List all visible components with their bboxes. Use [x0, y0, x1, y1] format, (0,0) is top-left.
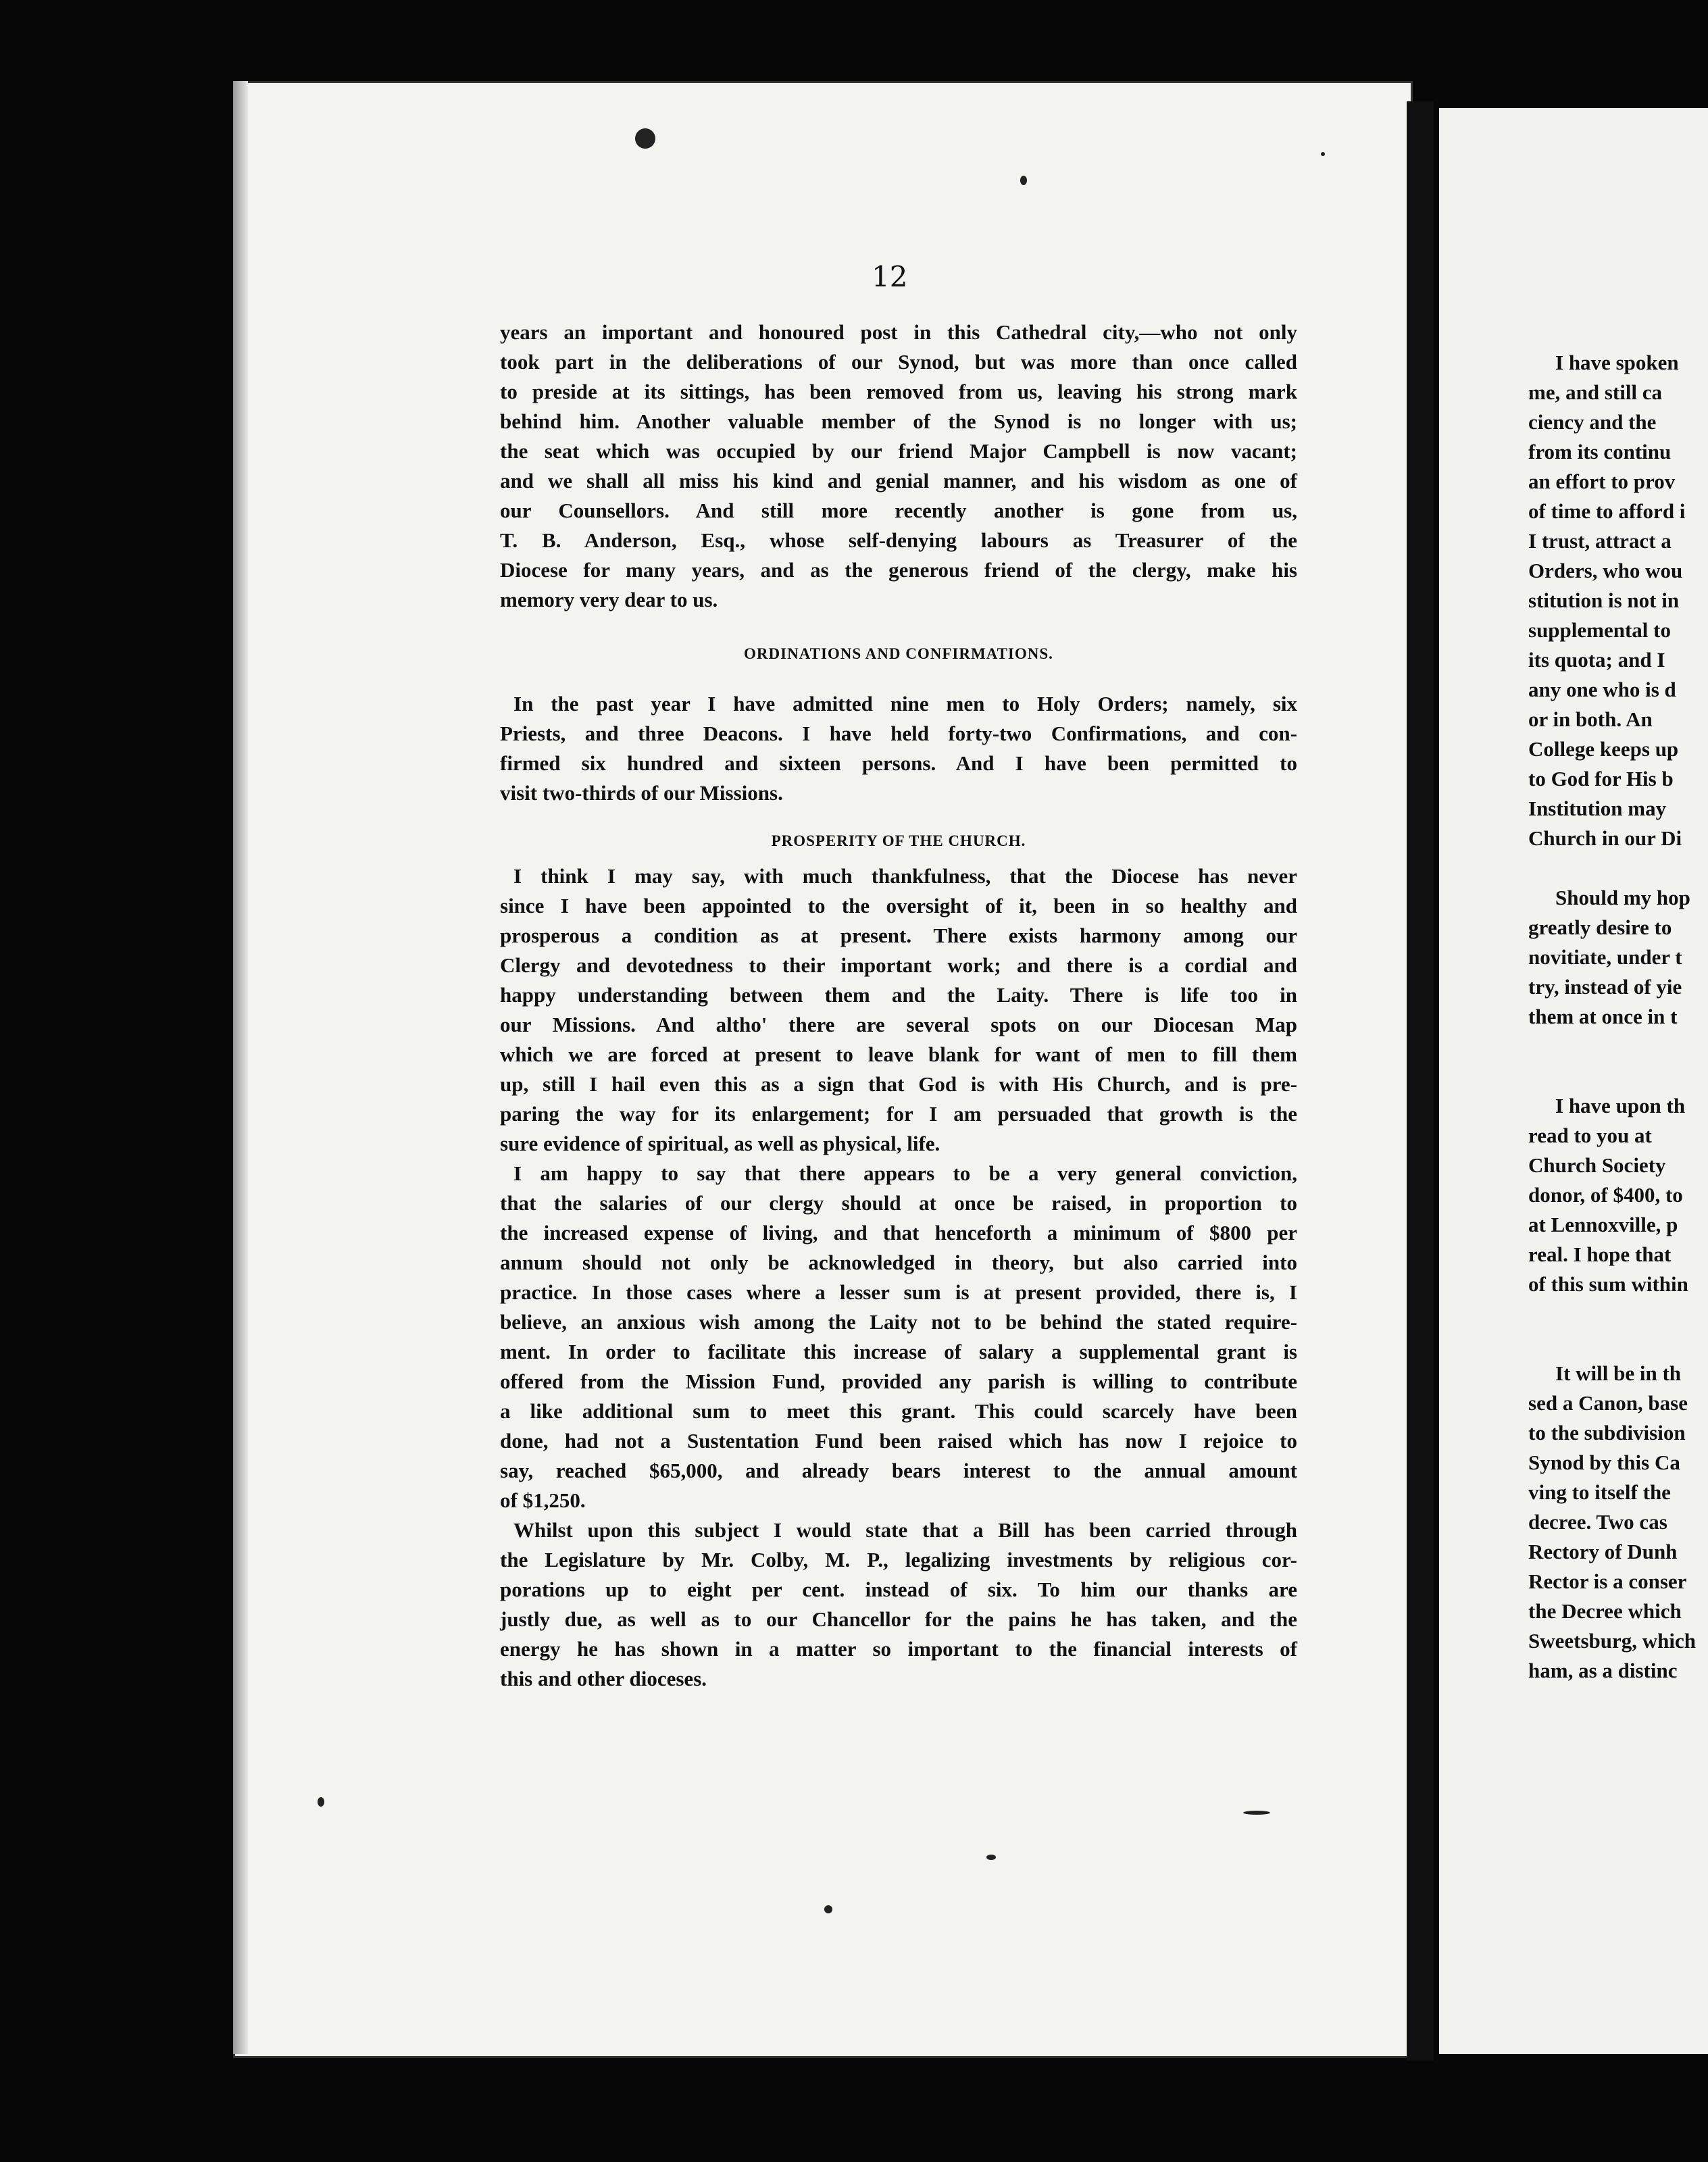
text-line: since I have been appointed to the oversight of it, been in so healthy and	[500, 894, 1297, 917]
right-text-line: novitiate, under t	[1528, 945, 1682, 969]
right-text-line: from its continu	[1528, 440, 1672, 463]
text-line: Priests, and three Deacons. I have held forty-two Confirmations, and con-	[500, 722, 1297, 745]
text-line: firmed six hundred and sixteen persons. And I have been permitted to	[500, 751, 1297, 775]
text-line: a like additional sum to meet this grant. This could scarcely have been	[500, 1399, 1297, 1423]
text-line: and we shall all miss his kind and genial manner, and his wisdom as one of	[500, 469, 1297, 493]
text-line: offered from the Mission Fund, provided any parish is willing to contribute	[500, 1369, 1297, 1393]
right-text-line: I have upon th	[1555, 1094, 1686, 1117]
right-text-line: Church Society	[1528, 1153, 1666, 1177]
scan-speck	[1321, 152, 1325, 156]
right-text-line: any one who is d	[1528, 678, 1676, 701]
right-text-line: Rector is a conser	[1528, 1569, 1687, 1593]
right-text-line: to the subdivision	[1528, 1421, 1686, 1444]
right-text-line: Rectory of Dunh	[1528, 1540, 1678, 1563]
right-text-line: read to you at	[1528, 1124, 1652, 1147]
heading-ordinations: ORDINATIONS AND CONFIRMATIONS.	[744, 645, 1053, 662]
scan-speck	[824, 1905, 832, 1913]
text-line: believe, an anxious wish among the Laity not to be behind the stated require-	[500, 1310, 1297, 1334]
right-text-line: Orders, who wou	[1528, 559, 1683, 582]
text-line: up, still I hail even this as a sign that God is with His Church, and is pre-	[500, 1072, 1297, 1096]
text-line: this and other dioceses.	[500, 1667, 707, 1690]
text-line: sure evidence of spiritual, as well as physical, life.	[500, 1132, 940, 1155]
text-line: T. B. Anderson, Esq., whose self-denying labours as Treasurer of the	[500, 528, 1297, 552]
text-line: energy he has shown in a matter so important to the financial interests of	[500, 1637, 1297, 1661]
text-line: say, reached $65,000, and already bears interest to the annual amount	[500, 1459, 1297, 1482]
scan-speck	[986, 1855, 996, 1860]
right-text-line: decree. Two cas	[1528, 1510, 1667, 1534]
right-text-line: try, instead of yie	[1528, 975, 1682, 999]
right-text-line: Should my hop	[1555, 886, 1690, 909]
text-line: I am happy to say that there appears to be a very general conviction,	[513, 1161, 1297, 1185]
book-gutter	[1407, 101, 1434, 2061]
text-line: the increased expense of living, and that henceforth a minimum of $800 per	[500, 1221, 1297, 1245]
scan-speck	[318, 1797, 324, 1807]
right-text-line: College keeps up	[1528, 737, 1679, 761]
text-line: our Missions. And altho' there are several spots on our Diocesan Map	[500, 1013, 1297, 1036]
right-text-line	[1528, 853, 1708, 883]
right-text-line	[1528, 1299, 1708, 1329]
paragraph-prosperity	[500, 861, 1297, 1159]
text-line: done, had not a Sustentation Fund been raised which has now I rejoice to	[500, 1429, 1297, 1453]
right-text-line: ciency and the	[1528, 410, 1657, 434]
text-line: took part in the deliberations of our Synod, but was more than once called	[500, 350, 1297, 374]
right-text-line	[1528, 1061, 1708, 1091]
text-line: Whilst upon this subject I would state that a Bill has been carried through	[513, 1518, 1297, 1542]
right-text-line: real. I hope that	[1528, 1242, 1672, 1266]
text-line: In the past year I have admitted nine men to Holy Orders; namely, six	[513, 692, 1297, 715]
right-text-line: ham, as a distinc	[1528, 1659, 1678, 1682]
right-text-line: Church in our Di	[1528, 826, 1682, 850]
right-text-line: Sweetsburg, which	[1528, 1629, 1697, 1653]
right-text-line: It will be in th	[1555, 1361, 1682, 1385]
paragraph-legislation	[500, 1515, 1297, 1694]
right-text-line: ving to itself the	[1528, 1480, 1671, 1504]
right-text-line: sed a Canon, base	[1528, 1391, 1688, 1415]
scan-speck	[635, 128, 655, 149]
text-line: of $1,250.	[500, 1488, 586, 1512]
right-text-line: supplemental to	[1528, 618, 1671, 642]
scan-speck	[1020, 176, 1027, 185]
right-text-line: or in both. An	[1528, 707, 1653, 731]
right-text-line	[1528, 1032, 1708, 1061]
right-page-text	[1528, 348, 1708, 1686]
heading-prosperity: PROSPERITY OF THE CHURCH.	[771, 832, 1026, 849]
text-line: practice. In those cases where a lesser sum is at present provided, there is, I	[500, 1280, 1297, 1304]
text-line: behind him. Another valuable member of the Synod is no longer with us;	[500, 409, 1297, 433]
right-text-line: me, and still ca	[1528, 380, 1663, 404]
text-line: the seat which was occupied by our friend Major Campbell is now vacant;	[500, 439, 1297, 463]
right-text-line: the Decree which	[1528, 1599, 1682, 1623]
right-text-line: of time to afford i	[1528, 499, 1686, 523]
text-line: justly due, as well as to our Chancellor for the pains he has taken, and the	[500, 1607, 1297, 1631]
text-line: the Legislature by Mr. Colby, M. P., legalizing investments by religious cor-	[500, 1548, 1297, 1572]
paragraph-intro	[500, 318, 1297, 615]
text-line: paring the way for its enlargement; for I am persuaded that growth is the	[500, 1102, 1297, 1126]
right-text-line: donor, of $400, to	[1528, 1183, 1683, 1207]
right-text-line: of this sum within	[1528, 1272, 1688, 1296]
text-line: Diocese for many years, and as the generous friend of the clergy, make his	[500, 558, 1297, 582]
paragraph-salaries	[500, 1159, 1297, 1515]
right-text-line: I trust, attract a	[1528, 529, 1672, 553]
text-line: ment. In order to facilitate this increase of salary a supplemental grant is	[500, 1340, 1297, 1363]
text-line: years an important and honoured post in this Cathedral city,—who not only	[500, 320, 1297, 344]
right-text-line: stitution is not in	[1528, 588, 1680, 612]
text-line: Clergy and devotedness to their important work; and there is a cordial and	[500, 953, 1297, 977]
paragraph-ordinations	[500, 689, 1297, 808]
page-edge-shadow	[233, 81, 248, 2054]
right-text-line: them at once in t	[1528, 1005, 1678, 1028]
text-line: I think I may say, with much thankfulness, that the Diocese has never	[513, 864, 1297, 888]
right-text-line: Synod by this Ca	[1528, 1451, 1680, 1474]
text-line: to preside at its sittings, has been removed from us, leaving his strong mark	[500, 380, 1297, 403]
right-text-line: at Lennoxville, p	[1528, 1213, 1678, 1236]
text-line: that the salaries of our clergy should at once be raised, in proportion to	[500, 1191, 1297, 1215]
text-line: happy understanding between them and the Laity. There is life too in	[500, 983, 1297, 1007]
right-text-line: Institution may	[1528, 797, 1667, 820]
text-line: annum should not only be acknowledged in theory, but also carried into	[500, 1251, 1297, 1274]
right-text-line: to God for His b	[1528, 767, 1674, 790]
right-text-line	[1528, 1329, 1708, 1359]
right-text-line: greatly desire to	[1528, 915, 1672, 939]
page-number: 12	[872, 260, 908, 293]
text-line: our Counsellors. And still more recently another is gone from us,	[500, 499, 1297, 522]
text-line: prosperous a condition as at present. There exists harmony among our	[500, 924, 1297, 947]
right-text-line: its quota; and I	[1528, 648, 1665, 672]
text-line: which we are forced at present to leave blank for want of men to fill them	[500, 1042, 1297, 1066]
text-line: memory very dear to us.	[500, 588, 718, 611]
right-text-line: an effort to prov	[1528, 470, 1676, 493]
scan-speck	[1243, 1811, 1270, 1815]
text-line: visit two-thirds of our Missions.	[500, 781, 783, 805]
right-text-line: I have spoken	[1555, 351, 1679, 374]
text-line: porations up to eight per cent. instead of six. To him our thanks are	[500, 1578, 1297, 1601]
